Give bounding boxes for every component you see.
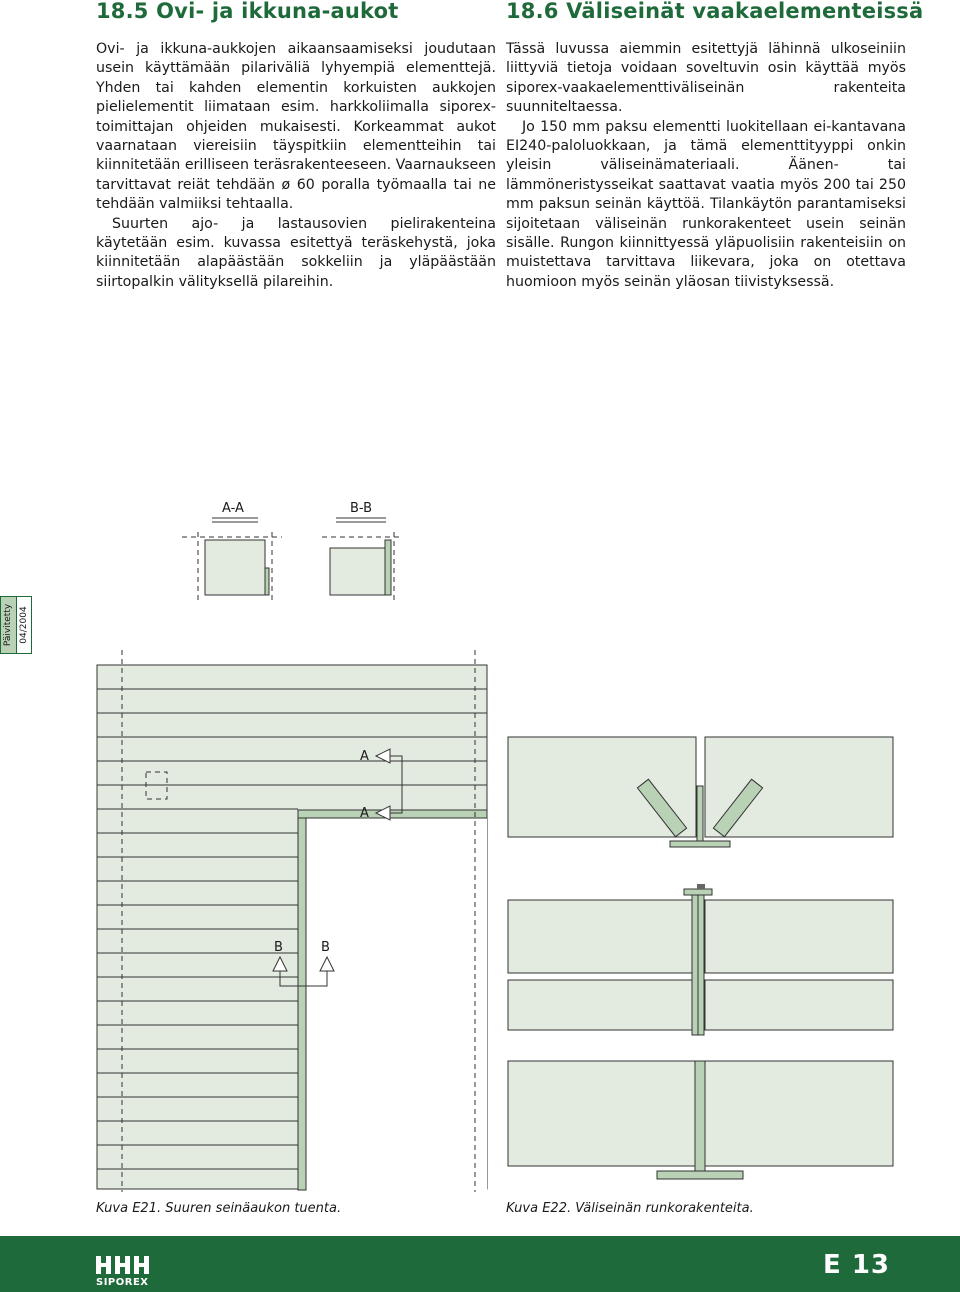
detail-bolted-profile xyxy=(508,884,893,1035)
caption-e21: Kuva E21. Suuren seinäaukon tuenta. xyxy=(96,1201,342,1216)
detail-h-profile xyxy=(508,1061,893,1179)
left-paragraph-2: Suurten ajo- ja lastausovien pielirakenteina käytetään esim. kuvassa esitettyä teräskehystä, joka kiinnitetään alapäästään sokkeliin ja yläpäästään siirtopalkin välityksellä pilareihin. xyxy=(96,215,496,290)
marker-b-right: B xyxy=(321,940,330,955)
section-aa-detail xyxy=(182,501,282,600)
section-bb-label: B-B xyxy=(350,501,373,516)
updated-label: Päivitetty xyxy=(3,603,14,647)
figure-e21 xyxy=(97,650,487,1192)
section-title-18-6: 18.6 Väliseinät vaakaelementeissä xyxy=(506,0,924,23)
steel-frame-column xyxy=(298,810,306,1190)
right-paragraph-1: Tässä luvussa aiemmin esitettyjä lähinnä ulkoseiniin liittyviä tietoja voidaan soveltuvin osin käyttää myös siporex-vaakaelementtiväliseinän rakenteita suunniteltaessa. xyxy=(506,41,906,116)
marker-a-top: A xyxy=(360,749,369,764)
section-aa-label: A-A xyxy=(222,501,244,516)
marker-b-left: B xyxy=(274,940,283,955)
right-paragraph-2: Jo 150 mm paksu elementti luokitellaan ei-kantavana EI240-paloluokkaan, ja tämä elementtityyppi onkin yleisin väliseinämateriaali. Äänen- tai lämmöneristysseikat saattavat vaatia myös 200 tai 250 mm paksun seinän käyttöä. Tilankäytön parantamiseksi sijoitetaan väliseinän runkorakenteet usein seinän sisälle. Rungon kiinnittyessä yläpuolisiin rakenteisiin on muistettava tarvittava liikevara, joka on otettava huomioon myös seinän yläosan tiivistyksessä. xyxy=(506,118,906,290)
section-title-18-5: 18.5 Ovi- ja ikkuna-aukot xyxy=(96,0,399,23)
figure-e22 xyxy=(508,737,893,1179)
siporex-logo-text: SIPOREX xyxy=(96,1277,149,1288)
steel-frame-beam xyxy=(298,810,487,818)
detail-angled-braces xyxy=(508,737,893,847)
wall-opening xyxy=(306,818,487,1190)
updated-date: 04/2004 xyxy=(18,606,29,644)
caption-e22: Kuva E22. Väliseinän runkorakenteita. xyxy=(506,1201,754,1216)
page-number: E 13 xyxy=(823,1250,890,1280)
section-bb-detail xyxy=(322,501,400,600)
marker-a-bottom: A xyxy=(360,806,369,821)
left-paragraph-1: Ovi- ja ikkuna-aukkojen aikaansaamiseksi joudutaan usein käyttämään pilariväliä lyhyempiä elementtejä. Yhden tai kahden elementin korkuisten aukkojen pielielementit liimataan esim. harkkoliimalla siporex-toimittajan ohjeiden mukaisesti. Korkeammat aukot vaarnataan viereisiin täyspitkiin elementteihin tai kiinnitetään erilliseen teräsrakenteeseen. Vaarnaukseen tarvittavat reiät tehdään ø 60 poralla työmaalla tai ne tehdään valmiiksi tehtaalla. xyxy=(96,41,496,213)
